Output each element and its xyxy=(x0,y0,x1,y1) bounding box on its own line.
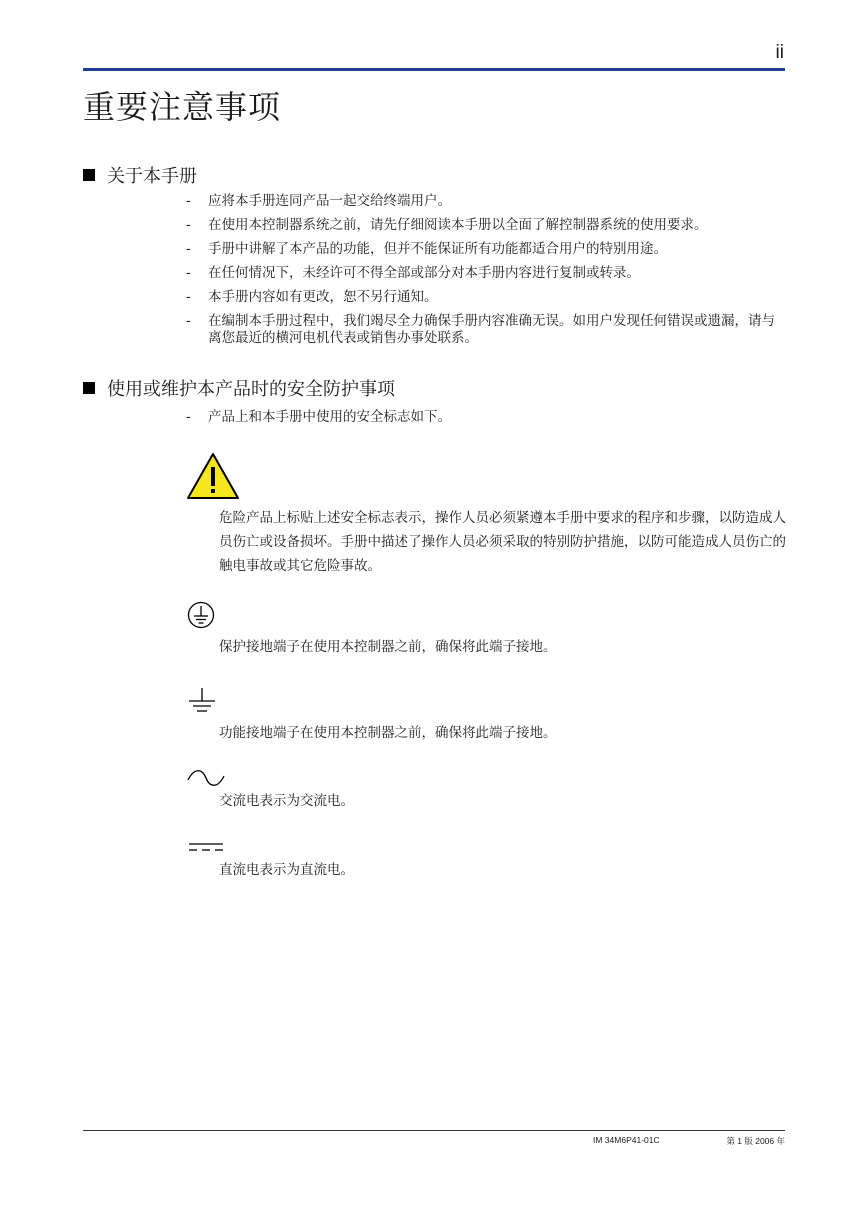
section-heading-label: 关于本手册 xyxy=(107,166,197,187)
ac-term: 交流电 xyxy=(219,793,260,809)
section-heading-about-manual xyxy=(83,162,197,188)
functional-ground-text: 在使用本控制器之前，确保将此端子接地。 xyxy=(300,725,557,741)
protective-ground-icon xyxy=(186,601,216,629)
list-item: - 在使用本控制器系统之前，请先仔细阅读本手册以全面了解控制器系统的使用要求。 xyxy=(186,217,786,234)
section-heading-safety xyxy=(83,375,395,401)
dc-icon xyxy=(186,841,226,853)
dc-text: 表示为直流电。 xyxy=(259,862,354,878)
functional-ground-icon xyxy=(186,687,216,715)
protective-ground-term: 保护接地端子 xyxy=(219,639,300,655)
dc-description xyxy=(219,858,786,882)
list-item: - 本手册内容如有更改，恕不另行通知。 xyxy=(186,289,786,306)
ac-icon xyxy=(186,770,226,786)
about-manual-list xyxy=(186,193,786,354)
bullet-square-icon xyxy=(83,382,95,394)
bullet-square-icon xyxy=(83,169,95,181)
page-title: 重要注意事项 xyxy=(83,88,282,126)
protective-ground-description xyxy=(219,635,786,659)
page-number: ii xyxy=(775,42,784,63)
footer-rule xyxy=(83,1130,785,1131)
header-rule xyxy=(83,68,785,71)
section-heading-label: 使用或维护本产品时的安全防护事项 xyxy=(107,379,395,400)
footer-edition: 第 1 版 2006 年 xyxy=(726,1136,785,1146)
ac-text: 表示为交流电。 xyxy=(259,793,354,809)
list-item: - 产品上和本手册中使用的安全标志如下。 xyxy=(186,409,786,426)
warning-triangle-icon xyxy=(186,452,240,500)
list-item: - 在任何情况下，未经许可不得全部或部分对本手册内容进行复制或转录。 xyxy=(186,265,786,282)
danger-term: 危险 xyxy=(219,510,246,526)
ac-description xyxy=(219,789,786,813)
functional-ground-description xyxy=(219,721,786,745)
safety-list xyxy=(186,409,786,433)
danger-description xyxy=(219,506,786,578)
functional-ground-term: 功能接地端子 xyxy=(219,725,300,741)
list-item: - 手册中讲解了本产品的功能，但并不能保证所有功能都适合用户的特别用途。 xyxy=(186,241,786,258)
list-item: - 应将本手册连同产品一起交给终端用户。 xyxy=(186,193,786,210)
dc-term: 直流电 xyxy=(219,862,260,878)
list-item: - 在编制本手册过程中，我们竭尽全力确保手册内容准确无误。如用户发现任何错误或遗漏，请与离您最近的横河电机代表或销售办事处联系。 xyxy=(186,313,786,347)
danger-text: 产品上标贴上述安全标志表示，操作人员必须紧遵本手册中要求的程序和步骤，以防造成人员伤亡或设备损坏。手册中描述了操作人员必须采取的特别防护措施，以防可能造成人员伤亡的触电事故或其它危险事故。 xyxy=(219,510,786,574)
footer-doc-id: IM 34M6P41-01C xyxy=(593,1135,660,1145)
protective-ground-text: 在使用本控制器之前，确保将此端子接地。 xyxy=(300,639,557,655)
